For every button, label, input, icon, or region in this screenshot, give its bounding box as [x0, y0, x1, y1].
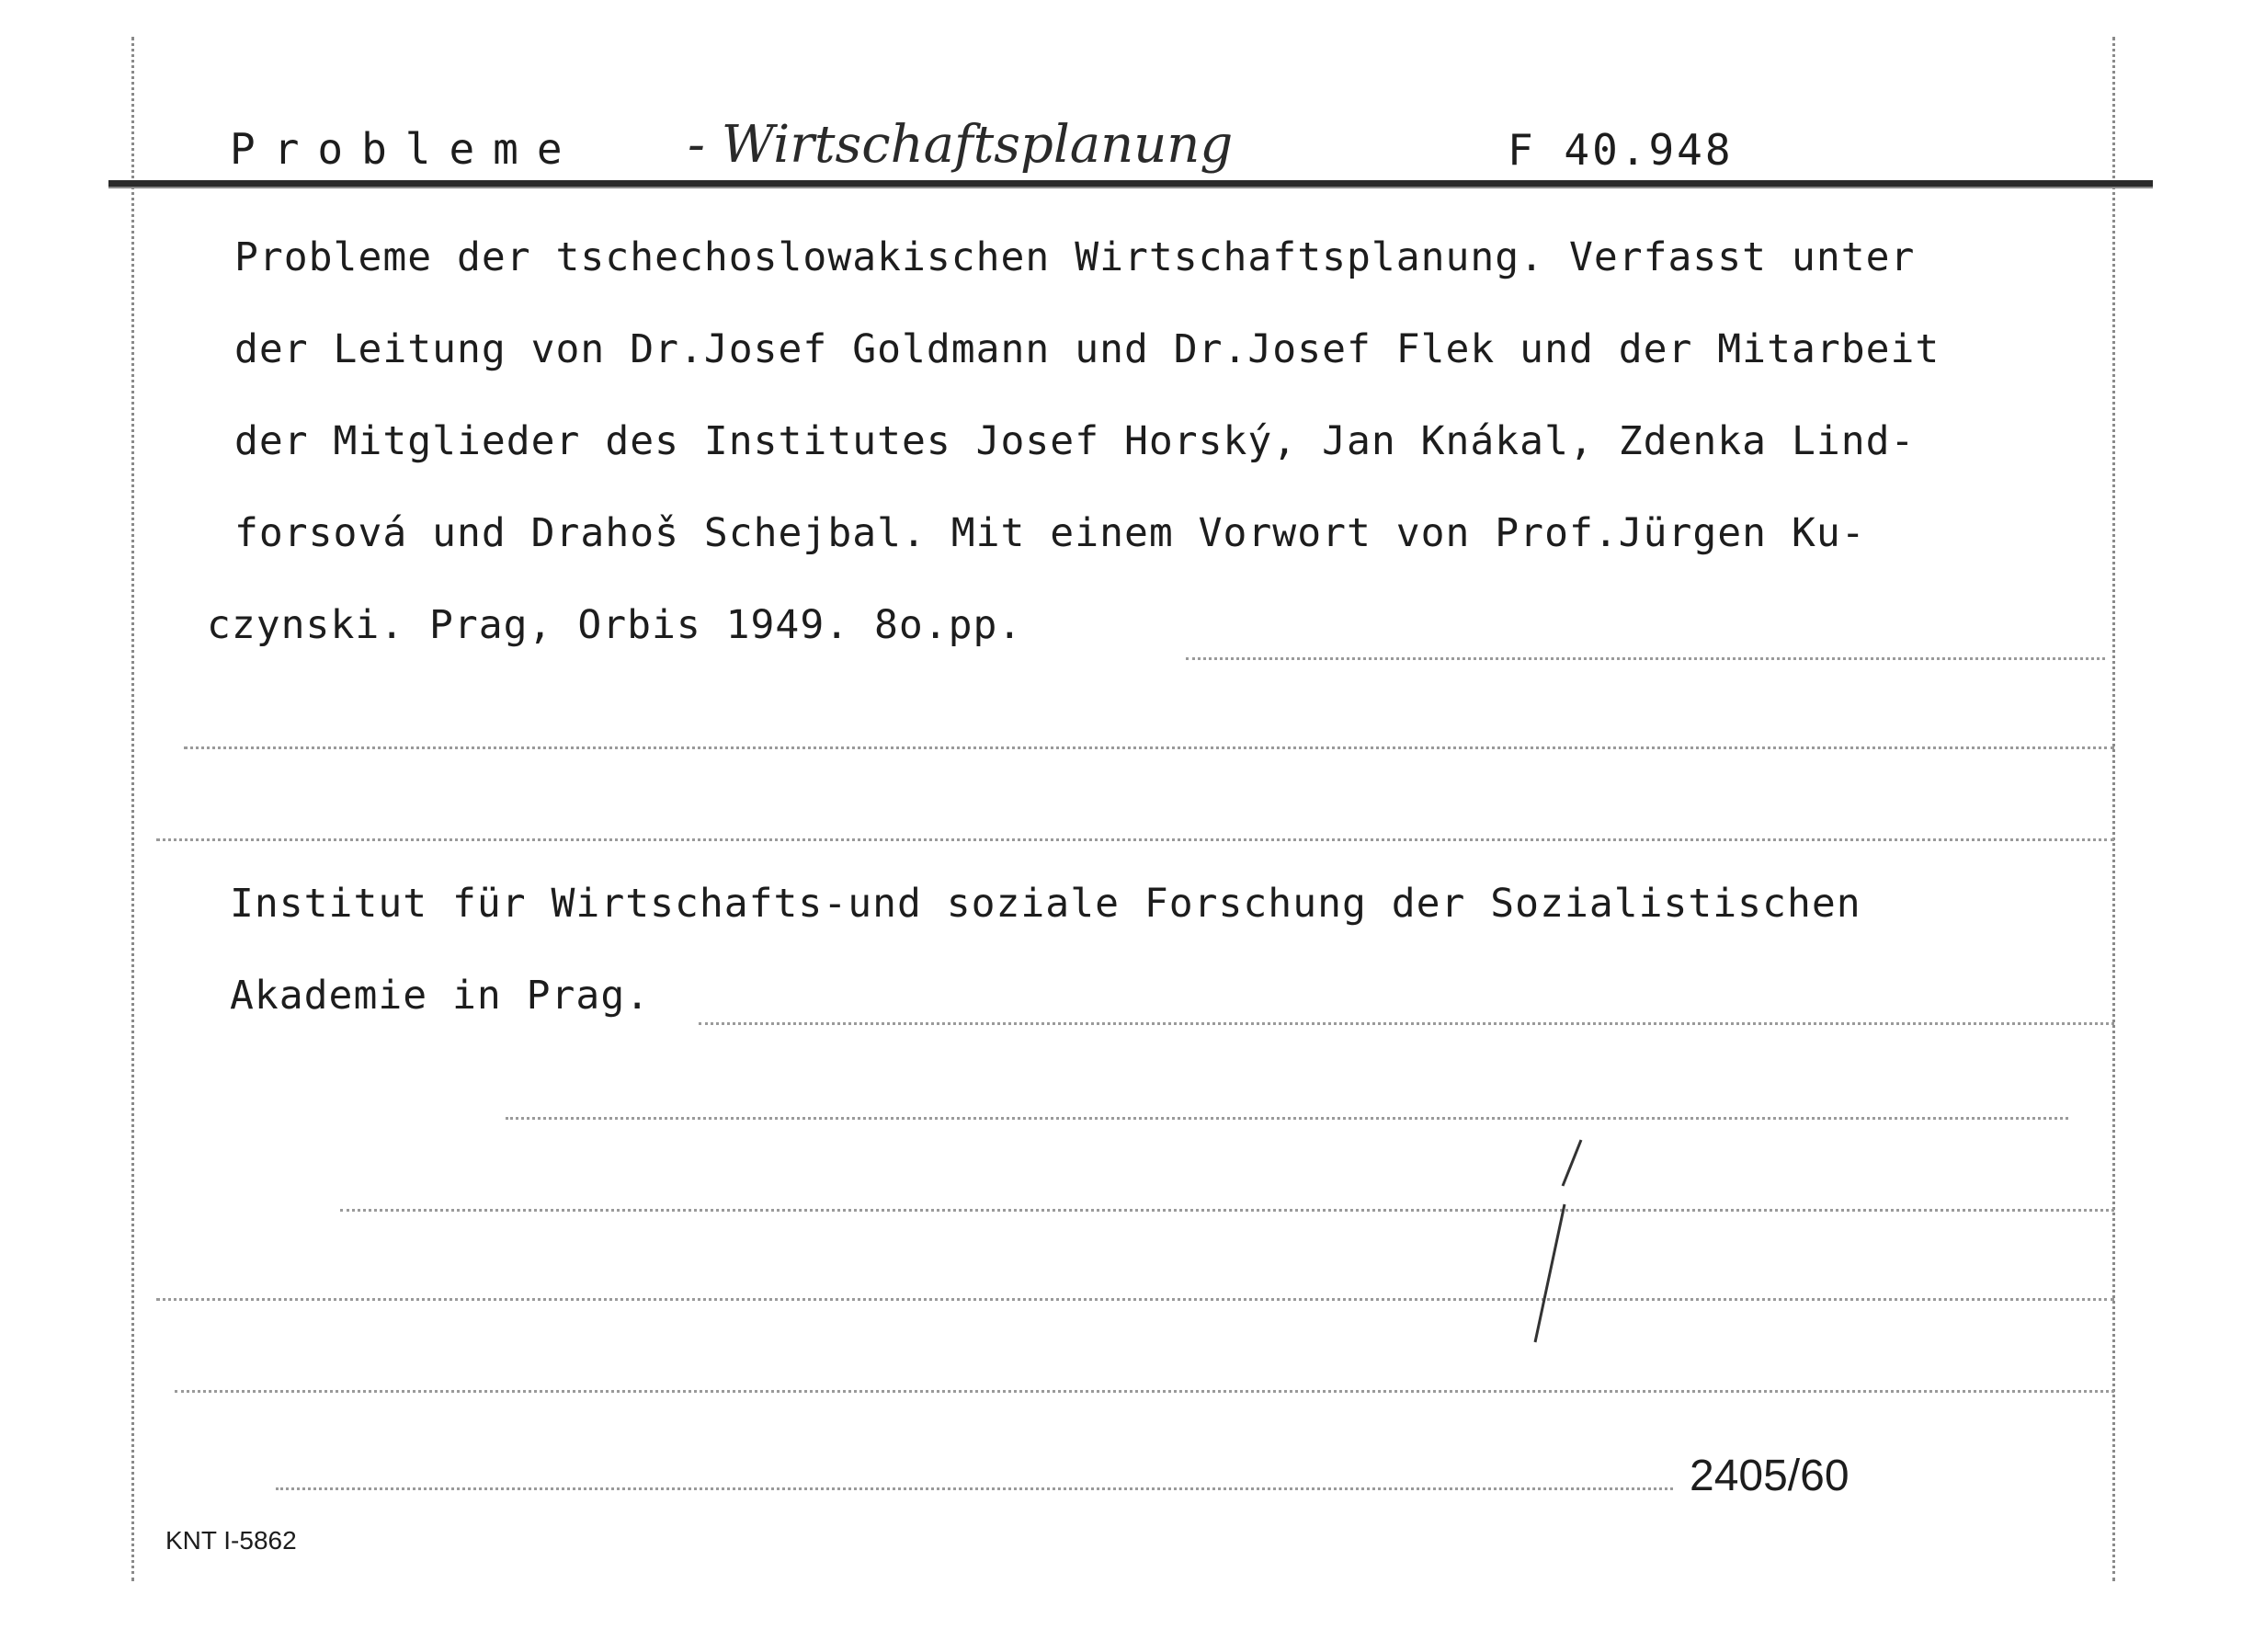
ruled-line — [156, 838, 2114, 841]
reference-number: 2405/60 — [1690, 1452, 1850, 1500]
handwritten-text: - Wirtschaftsplanung — [688, 115, 1234, 175]
ruled-line — [699, 1022, 2114, 1025]
header-rule — [108, 180, 2153, 187]
institution-line-2: Akademie in Prag. — [230, 973, 651, 1019]
card-heading: Probleme — [230, 124, 581, 174]
ruled-line — [276, 1487, 1673, 1490]
form-code: KNT I-5862 — [165, 1526, 297, 1555]
left-margin-dots — [131, 37, 134, 1581]
ruled-line — [506, 1117, 2068, 1120]
ruled-line — [156, 1298, 2114, 1301]
body-line-3: der Mitglieder des Institutes Josef Horský, Jan Knákal, Zdenka Lind- — [234, 418, 1916, 464]
right-margin-dots — [2112, 37, 2115, 1581]
institution-line-1: Institut für Wirtschafts-und soziale Forschung der Sozialistischen — [230, 881, 1861, 927]
body-line-4: forsová und Drahoš Schejbal. Mit einem Vorwort von Prof.Jürgen Ku- — [234, 510, 1866, 556]
call-number: F 40.948 — [1508, 125, 1734, 175]
handwritten-annotation — [688, 99, 1313, 191]
body-line-2: der Leitung von Dr.Josef Goldmann und Dr.Josef Flek und der Mitarbeit — [234, 326, 1941, 372]
ruled-line — [1186, 657, 2105, 660]
ruled-line — [175, 1390, 2114, 1393]
body-line-1: Probleme der tschechoslowakischen Wirtschaftsplanung. Verfasst unter — [234, 234, 1916, 280]
ruled-line — [340, 1209, 2114, 1212]
body-line-5: czynski. Prag, Orbis 1949. 8o.pp. — [207, 602, 1023, 648]
pen-stroke — [1508, 1131, 1590, 1351]
ruled-line — [184, 746, 2114, 749]
